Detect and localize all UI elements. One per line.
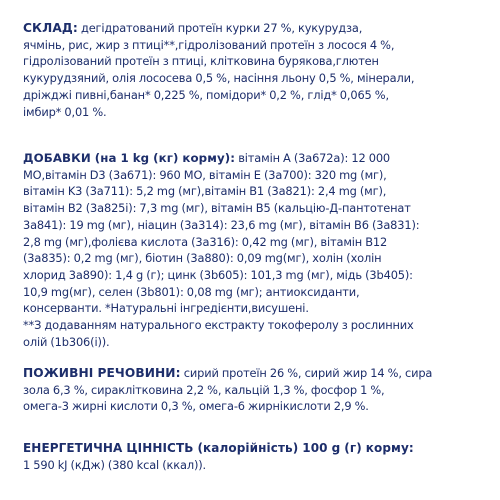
additives-line-2: МО,вітамін D3 (3a671): 960 МО, вітамін Е (3a700): 320 mg (мг), <box>23 167 387 182</box>
additives-line-11: **З додаванням натурального екстракту токоферолу з рослинних <box>23 318 414 333</box>
nutrients-section <box>23 365 485 415</box>
composition-line-4: кукурудзяний, олія лососева 0,5 %, насіння льону 0,5 %, мінерали, <box>23 71 415 86</box>
energy-line-2: 1 590 kJ (кДж) (380 kcal (ккал)). <box>23 457 207 472</box>
additives-line-7: (3a835): 0,2 mg (мг), біотин (3a880): 0,09 mg(мг), холін (холін <box>23 251 382 266</box>
nutrients-text: сирий протеїн 26 %, сирий жир 14 %, сира <box>180 366 433 380</box>
energy-label: ЕНЕРГЕТИЧНА ЦІННІСТЬ (калорійність) 100 g (г) корму: <box>23 441 414 455</box>
additives-line-5: 3a841): 19 mg (мг), ніацин (3a314): 23,6 mg (мг), вітамін B6 (3a831): <box>23 217 420 232</box>
additives-line-10: консерванти. *Натуральні інгредієнти,висушені. <box>23 301 309 316</box>
additives-label: ДОБАВКИ (на 1 kg (кг) корму): <box>23 151 236 165</box>
additives-line-4: вітамін B2 (3a825i): 7,3 mg (мг), вітамін B5 (кальцію-Д-пантотенат <box>23 201 411 216</box>
composition-line-6: імбир* 0,01 %. <box>23 104 107 119</box>
additives-line-9: 10,9 mg(мг), селен (3b801): 0,08 mg (мг); антиоксиданти, <box>23 284 360 299</box>
additives-text: вітамін A (3a672a): 12 000 <box>235 151 391 165</box>
composition-section <box>23 20 485 120</box>
additives-line-6: 2,8 mg (мг),фолієва кислота (3a316): 0,42 mg (мг), вітамін B12 <box>23 234 388 249</box>
composition-line-5: дріжджі пивні,банан* 0,225 %, помідори* 0,2 %, глід* 0,065 %, <box>23 87 389 102</box>
energy-section <box>23 440 485 473</box>
composition-line-1 <box>23 20 485 37</box>
additives-line-1 <box>23 150 485 167</box>
nutrients-line-2: зола 6,3 %, сираклітковина 2,2 %, кальцій 1,3 %, фосфор 1 %, <box>23 382 385 397</box>
additives-line-8: хлорид 3a890): 1,4 g (г); цинк (3b605): 101,3 mg (мг), мідь (3b405): <box>23 267 413 282</box>
nutrients-line-1 <box>23 365 485 382</box>
composition-label: СКЛАД: <box>23 21 78 35</box>
additives-line-3: вітамін K3 (3a711): 5,2 mg (мг),вітамін B1 (3a821): 2,4 mg (мг), <box>23 184 387 199</box>
composition-line-2: ячмінь, рис, жир з птиці**,гідролізований протеїн з лосося 4 %, <box>23 37 395 52</box>
additives-line-12: олій (1b306(i)). <box>23 334 110 349</box>
composition-line-3: гідролізований протеїн з птиці, клітковина бурякова,глютен <box>23 54 379 69</box>
nutrients-label: ПОЖИВНІ РЕЧОВИНИ: <box>23 366 181 380</box>
energy-line-1 <box>23 440 485 457</box>
composition-text: дегідратований протеїн курки 27 %, кукурудза, <box>77 21 363 35</box>
nutrients-line-3: омега-3 жирні кислоти 0,3 %, омега-6 жирнікислоти 2,9 %. <box>23 399 369 414</box>
additives-section <box>23 150 485 350</box>
